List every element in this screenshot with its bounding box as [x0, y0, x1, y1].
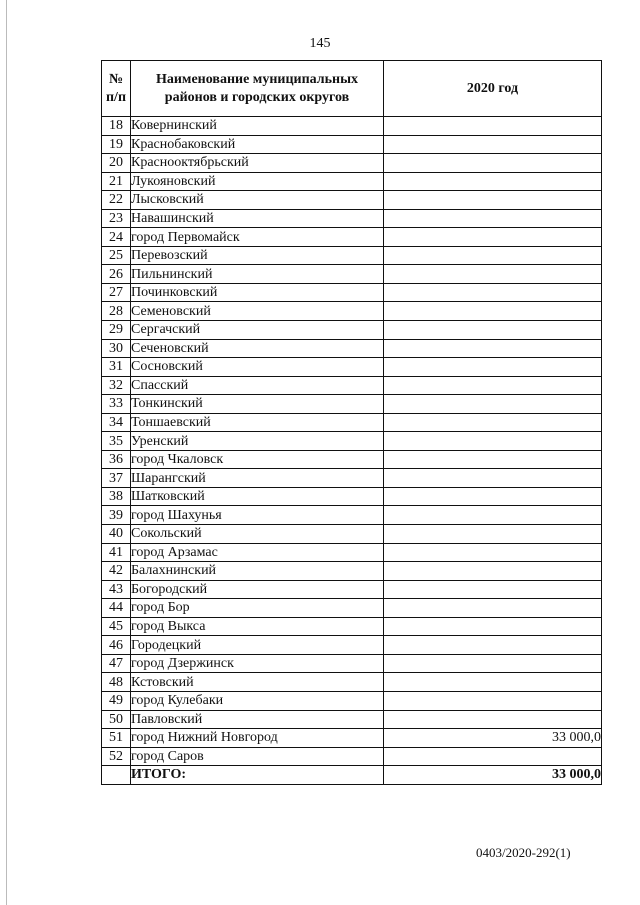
row-name: Шатковский: [131, 487, 384, 506]
row-value: [384, 339, 602, 358]
row-name: Пильнинский: [131, 265, 384, 284]
header-num: № п/п: [102, 61, 131, 117]
header-year: 2020 год: [384, 61, 602, 117]
row-value: [384, 172, 602, 191]
row-value: [384, 135, 602, 154]
table-header-row: [102, 61, 602, 117]
page-number: 145: [309, 36, 331, 51]
row-value: [384, 691, 602, 710]
row-value: [384, 358, 602, 377]
row-name: город Кулебаки: [131, 691, 384, 710]
row-value: [384, 413, 602, 432]
table-row: [102, 117, 602, 136]
row-number: 34: [102, 413, 131, 432]
table-row: [102, 376, 602, 395]
table-row: [102, 469, 602, 488]
row-name: Городецкий: [131, 636, 384, 655]
row-name: город Выкса: [131, 617, 384, 636]
table-row: [102, 580, 602, 599]
row-number: 52: [102, 747, 131, 766]
table-row: [102, 154, 602, 173]
row-name: Балахнинский: [131, 562, 384, 581]
table-row: [102, 339, 602, 358]
row-name: Спасский: [131, 376, 384, 395]
row-name: Богородский: [131, 580, 384, 599]
total-value: 33 000,0: [384, 766, 602, 785]
row-value: [384, 209, 602, 228]
row-name: Кстовский: [131, 673, 384, 692]
row-value: [384, 487, 602, 506]
table-row: [102, 228, 602, 247]
total-label: ИТОГО:: [131, 766, 384, 785]
table-row: [102, 432, 602, 451]
row-value: [384, 321, 602, 340]
row-number: 49: [102, 691, 131, 710]
row-name: Семеновский: [131, 302, 384, 321]
row-number: 20: [102, 154, 131, 173]
table-row: [102, 172, 602, 191]
row-value: [384, 432, 602, 451]
row-value: [384, 395, 602, 414]
row-name: город Арзамас: [131, 543, 384, 562]
row-number: 26: [102, 265, 131, 284]
table-row: [102, 562, 602, 581]
row-name: Сосновский: [131, 358, 384, 377]
row-name: Лукояновский: [131, 172, 384, 191]
row-name: Сеченовский: [131, 339, 384, 358]
table-row: [102, 654, 602, 673]
municipal-table: [101, 60, 602, 785]
table-row: [102, 191, 602, 210]
row-name: город Первомайск: [131, 228, 384, 247]
row-value: [384, 191, 602, 210]
row-value: [384, 636, 602, 655]
row-name: Сокольский: [131, 525, 384, 544]
row-value: [384, 580, 602, 599]
row-name: город Чкаловск: [131, 450, 384, 469]
row-name: Тонкинский: [131, 395, 384, 414]
row-name: Краснобаковский: [131, 135, 384, 154]
row-name: Краснооктябрьский: [131, 154, 384, 173]
row-number: 36: [102, 450, 131, 469]
table-row: [102, 358, 602, 377]
row-number: 43: [102, 580, 131, 599]
table-row: [102, 710, 602, 729]
table-row: [102, 302, 602, 321]
row-number: 42: [102, 562, 131, 581]
table-row: [102, 283, 602, 302]
table-row: [102, 487, 602, 506]
row-number: 25: [102, 246, 131, 265]
row-value: [384, 506, 602, 525]
row-number: 19: [102, 135, 131, 154]
row-value: [384, 747, 602, 766]
row-name: Павловский: [131, 710, 384, 729]
row-value: [384, 265, 602, 284]
row-name: город Дзержинск: [131, 654, 384, 673]
row-number: 44: [102, 599, 131, 618]
total-num: [102, 766, 131, 785]
row-value: 33 000,0: [384, 729, 602, 748]
row-number: 33: [102, 395, 131, 414]
table-row: [102, 209, 602, 228]
row-value: [384, 654, 602, 673]
row-number: 45: [102, 617, 131, 636]
row-value: [384, 599, 602, 618]
table-row: [102, 135, 602, 154]
row-number: 23: [102, 209, 131, 228]
table-body: [102, 117, 602, 766]
row-number: 29: [102, 321, 131, 340]
row-value: [384, 469, 602, 488]
table-row: [102, 673, 602, 692]
row-number: 50: [102, 710, 131, 729]
table-row: [102, 747, 602, 766]
row-number: 40: [102, 525, 131, 544]
table-row: [102, 395, 602, 414]
row-number: 38: [102, 487, 131, 506]
row-number: 22: [102, 191, 131, 210]
scan-edge-line: [6, 0, 7, 905]
row-number: 37: [102, 469, 131, 488]
row-number: 41: [102, 543, 131, 562]
row-number: 51: [102, 729, 131, 748]
row-value: [384, 450, 602, 469]
row-name: Ковернинский: [131, 117, 384, 136]
row-value: [384, 283, 602, 302]
document-code: 0403/2020-292(1): [476, 845, 571, 860]
row-name: Навашинский: [131, 209, 384, 228]
table-row: [102, 691, 602, 710]
row-value: [384, 673, 602, 692]
row-number: 46: [102, 636, 131, 655]
table-row: [102, 450, 602, 469]
row-number: 24: [102, 228, 131, 247]
table-row: [102, 265, 602, 284]
row-value: [384, 543, 602, 562]
row-name: Перевозский: [131, 246, 384, 265]
table-row: [102, 617, 602, 636]
row-number: 35: [102, 432, 131, 451]
row-number: 21: [102, 172, 131, 191]
header-name: Наименование муниципальных районов и городских округов: [131, 61, 384, 117]
row-value: [384, 562, 602, 581]
row-number: 32: [102, 376, 131, 395]
row-name: город Шахунья: [131, 506, 384, 525]
row-name: Лысковский: [131, 191, 384, 210]
row-name: город Саров: [131, 747, 384, 766]
row-number: 30: [102, 339, 131, 358]
row-name: Тоншаевский: [131, 413, 384, 432]
table-row: [102, 543, 602, 562]
row-number: 39: [102, 506, 131, 525]
row-number: 18: [102, 117, 131, 136]
row-value: [384, 376, 602, 395]
row-name: город Бор: [131, 599, 384, 618]
row-value: [384, 228, 602, 247]
row-number: 27: [102, 283, 131, 302]
row-name: Уренский: [131, 432, 384, 451]
table-row: [102, 636, 602, 655]
row-name: город Нижний Новгород: [131, 729, 384, 748]
table-row: [102, 729, 602, 748]
row-value: [384, 525, 602, 544]
row-name: Починковский: [131, 283, 384, 302]
row-name: Сергачский: [131, 321, 384, 340]
total-row: [102, 766, 602, 785]
row-value: [384, 117, 602, 136]
row-number: 31: [102, 358, 131, 377]
row-number: 47: [102, 654, 131, 673]
table-row: [102, 525, 602, 544]
row-value: [384, 617, 602, 636]
row-value: [384, 302, 602, 321]
row-number: 48: [102, 673, 131, 692]
row-value: [384, 246, 602, 265]
table-row: [102, 246, 602, 265]
row-number: 28: [102, 302, 131, 321]
table-row: [102, 413, 602, 432]
row-name: Шарангский: [131, 469, 384, 488]
row-value: [384, 710, 602, 729]
table-row: [102, 506, 602, 525]
table-row: [102, 321, 602, 340]
table-row: [102, 599, 602, 618]
row-value: [384, 154, 602, 173]
